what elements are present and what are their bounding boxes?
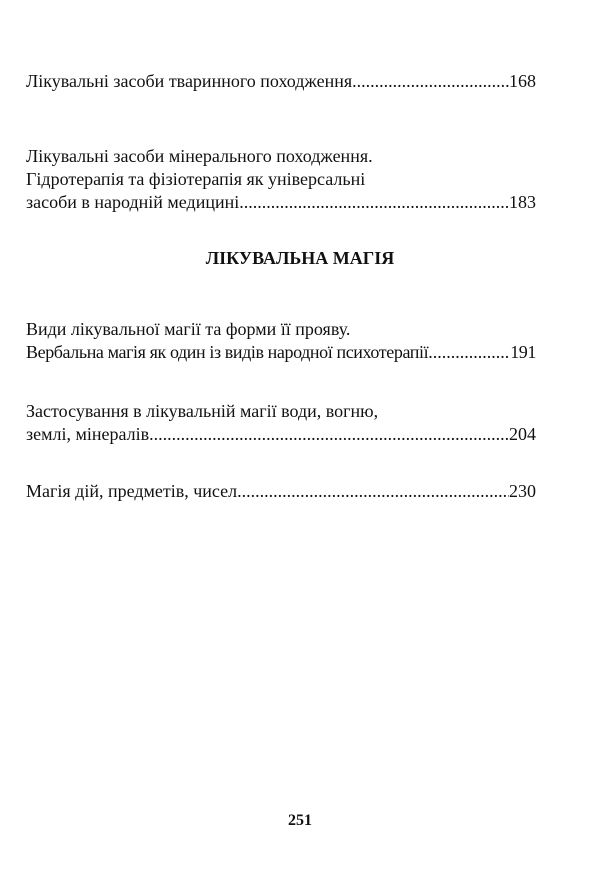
toc-line [26,400,536,423]
toc-entry-title: Лікувальні засоби мінерального походження. [26,146,373,166]
leader-dots [239,191,509,214]
toc-entry [26,145,536,214]
toc-line [26,168,536,191]
toc-entry-title: землі, мінералів [26,424,150,444]
toc-line [26,318,536,341]
toc-line [26,341,536,364]
toc-entry-title: Гідротерапія та фізіотерапія як універсальні [26,169,366,189]
toc-page-number: 230 [509,481,536,501]
toc-entry [26,400,536,446]
toc-page-number: 168 [509,71,536,91]
toc-line [26,423,536,446]
toc-entry-title: засоби в народній медицині [26,192,240,212]
leader-dots [149,423,509,446]
toc-entry-title: Вербальна магія як один із видів народної психотерапії [26,342,429,362]
toc-entry-title: Види лікувальної магії та форми її прояву. [26,319,351,339]
toc-line [26,70,536,93]
toc-page-number: 183 [509,192,536,212]
leader-dots [237,480,509,503]
toc-entry [26,70,536,93]
section-heading: ЛІКУВАЛЬНА МАГІЯ [205,248,395,268]
toc-entry-title: Лікувальні засоби тваринного походження [26,71,353,91]
toc-page-number: 191 [510,342,536,362]
leader-dots [352,70,509,93]
toc-entry-title: Застосування в лікувальній магії води, вогню, [26,401,379,421]
toc-page-number: 204 [509,424,536,444]
toc-entry-title: Магія дій, предметів, чисел [26,481,238,501]
toc-line [26,145,536,168]
page-number: 251 [288,812,312,829]
toc-entry [26,480,536,503]
toc-entry [26,318,536,364]
toc-line [26,480,536,503]
leader-dots [428,341,510,364]
toc-line [26,191,536,214]
